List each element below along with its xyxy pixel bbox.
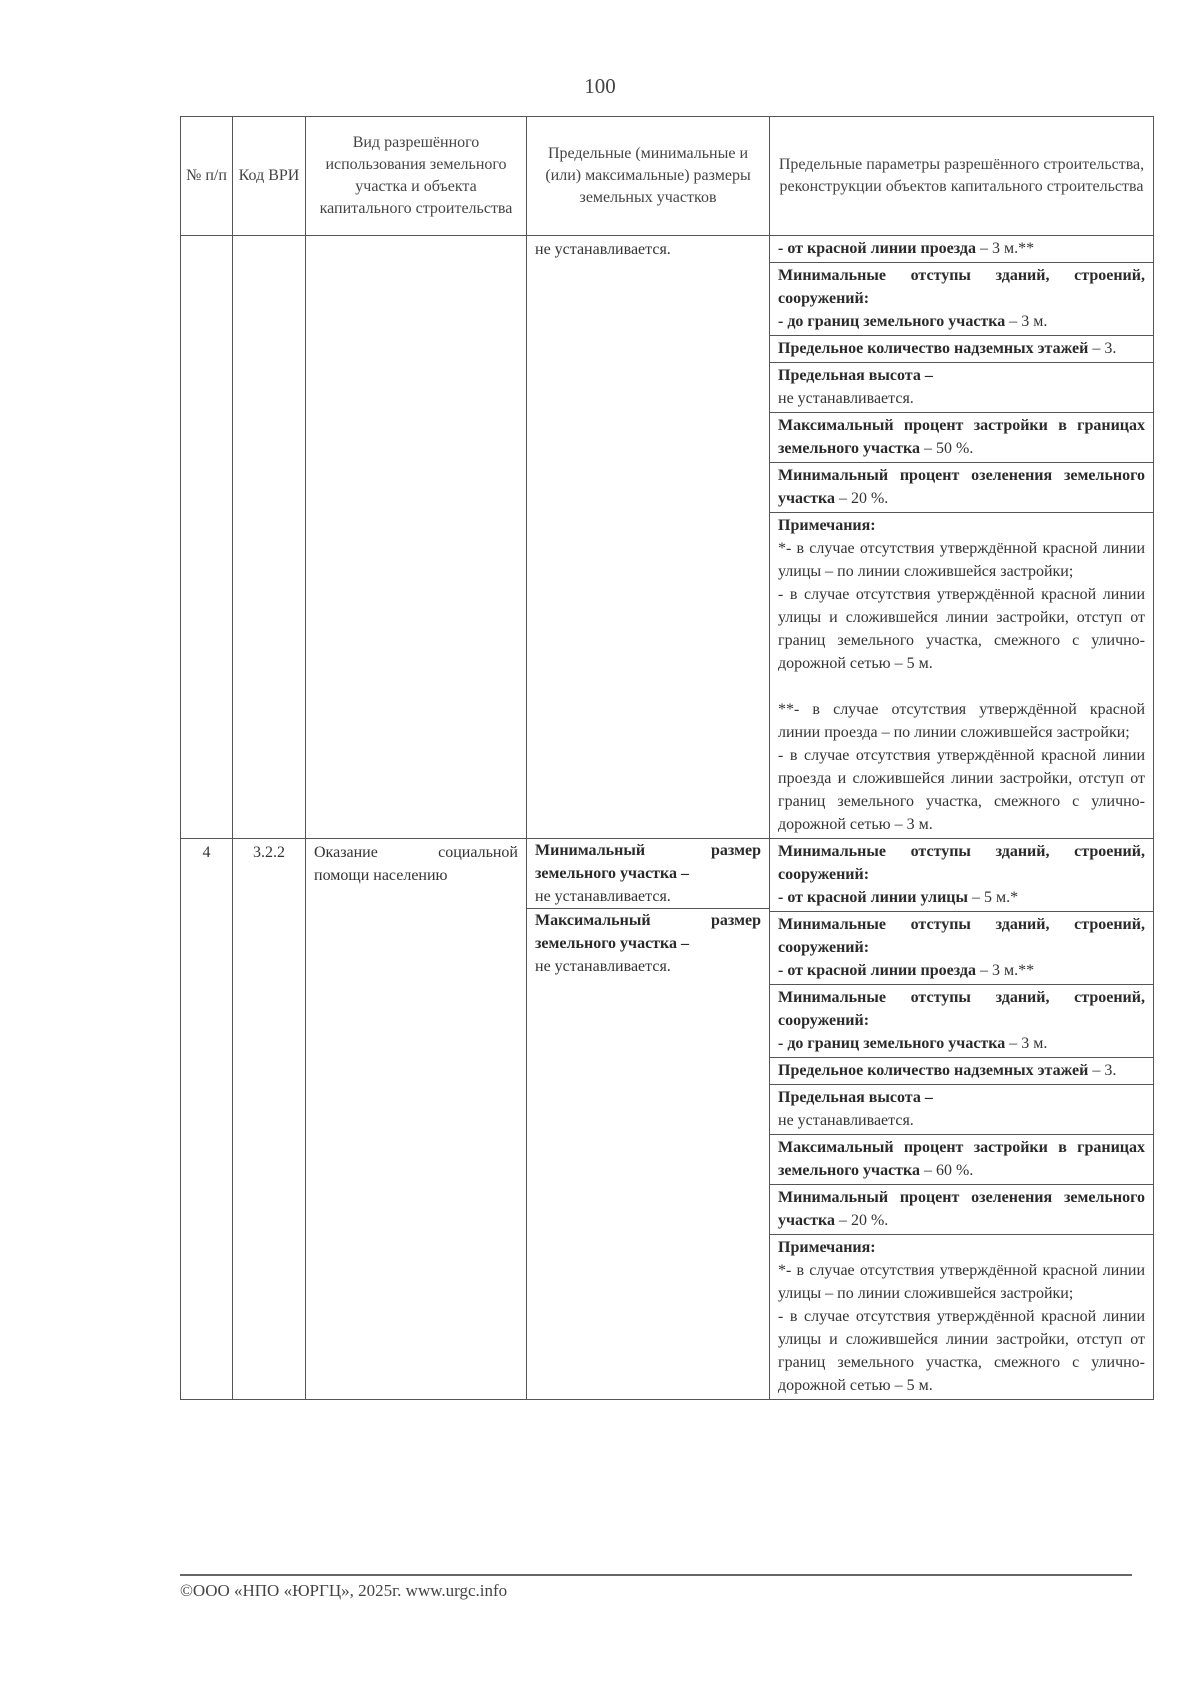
- param-item: [770, 1185, 1153, 1235]
- page-number: 100: [584, 74, 616, 98]
- param-value: – 3 м.: [1005, 1035, 1048, 1052]
- cell-sizes: [527, 839, 770, 1400]
- param-item: [770, 1058, 1153, 1085]
- row-number: 4: [202, 844, 211, 861]
- header-code: Код ВРИ: [233, 117, 306, 236]
- note-line: - в случае отсутствия утверждённой красной линии улицы и сложившейся линии застройки, отступ от границ земельного участка, смежного с улично-дорожной сетью – 5 м.: [778, 1308, 1145, 1394]
- param-value: – 50 %.: [920, 440, 974, 457]
- notes-title: Примечания:: [778, 517, 876, 534]
- cell-sizes: [527, 236, 770, 839]
- note-line: *- в случае отсутствия утверждённой красной линии улицы – по линии сложившейся застройки;: [778, 1262, 1145, 1302]
- header-kind: Вид разрешённого использования земельного участка и объекта капитального строительства: [306, 117, 527, 236]
- cell-code: [233, 839, 306, 1400]
- cell-num: [181, 839, 233, 1400]
- note-line: **- в случае отсутствия утверждённой красной линии проезда – по линии сложившейся застройки;: [778, 701, 1145, 741]
- cell-params: [770, 236, 1154, 839]
- notes-block: [770, 1235, 1153, 1399]
- note-line: - в случае отсутствия утверждённой красной линии проезда и сложившейся линии застройки, отступ от границ земельного участка, смежного с улично-дорожной сетью – 3 м.: [778, 747, 1145, 833]
- param-item: [770, 236, 1153, 263]
- param-value: – 3 м.: [1005, 313, 1048, 330]
- param-value: – 20 %.: [834, 1212, 889, 1229]
- param-heading: Предельная высота –: [778, 1089, 933, 1106]
- param-heading: Минимальный процент озеленения земельного участка: [778, 467, 1145, 507]
- param-item: [770, 463, 1153, 513]
- cell-kind: [306, 839, 527, 1400]
- param-item: [770, 363, 1153, 413]
- param-heading: Максимальный процент застройки в границах земельного участка: [778, 417, 1145, 457]
- param-value: – 3 м.**: [975, 962, 1035, 979]
- param-value: не устанавливается.: [778, 1112, 914, 1129]
- header-num: № п/п: [181, 117, 233, 236]
- note-spacer: [778, 675, 1145, 698]
- table-row-continued: [181, 236, 1154, 839]
- param-value: – 60 %.: [920, 1162, 974, 1179]
- param-value: – 3 м.**: [975, 240, 1035, 257]
- cell-num: [181, 236, 233, 839]
- param-heading: Предельное количество надземных этажей: [778, 340, 1089, 357]
- notes-title: Примечания:: [778, 1239, 876, 1256]
- param-heading: Предельное количество надземных этажей: [778, 1062, 1089, 1079]
- param-value: не устанавливается.: [778, 390, 914, 407]
- param-heading: Минимальные отступы зданий, строений, сооружений:: [778, 843, 1145, 883]
- param-heading: Минимальные отступы зданий, строений, сооружений:: [778, 916, 1145, 956]
- param-item: [770, 912, 1153, 985]
- param-subheading: - от красной линии улицы: [778, 889, 968, 906]
- param-value: – 5 м.*: [968, 889, 1019, 906]
- param-item: [770, 413, 1153, 463]
- param-heading: Минимальные отступы зданий, строений, сооружений:: [778, 267, 1145, 307]
- header-sizes: Предельные (минимальные и (или) максимальные) размеры земельных участков: [527, 117, 770, 236]
- param-item: [770, 1085, 1153, 1135]
- table-row-4: [181, 839, 1154, 1400]
- param-heading: - от красной линии проезда: [778, 240, 976, 257]
- param-item: [770, 985, 1153, 1058]
- param-heading: Минимальные отступы зданий, строений, сооружений:: [778, 989, 1145, 1029]
- param-item: [770, 1135, 1153, 1185]
- max-size-heading: Максимальный размер земельного участка –: [535, 912, 761, 952]
- param-heading: Предельная высота –: [778, 367, 933, 384]
- param-value: – 3.: [1088, 340, 1117, 357]
- param-heading: Минимальный процент озеленения земельного участка: [778, 1189, 1145, 1229]
- param-item: [770, 839, 1153, 912]
- max-size-value: не устанавливается.: [535, 958, 671, 975]
- param-item: [770, 336, 1153, 363]
- notes-block: [770, 513, 1153, 838]
- note-line: - в случае отсутствия утверждённой красной линии улицы и сложившейся линии застройки, отступ от границ земельного участка, смежного с улично-дорожной сетью – 5 м.: [778, 586, 1145, 672]
- param-subheading: - до границ земельного участка: [778, 313, 1006, 330]
- cell-params: [770, 839, 1154, 1400]
- footer-divider: [180, 1574, 1132, 1576]
- param-item: [770, 263, 1153, 336]
- zoning-table: [180, 116, 1154, 1400]
- cell-kind: [306, 236, 527, 839]
- min-size-value: не устанавливается.: [535, 888, 671, 905]
- note-line: *- в случае отсутствия утверждённой красной линии улицы – по линии сложившейся застройки;: [778, 540, 1145, 580]
- min-size-block: [527, 839, 769, 909]
- param-heading: Максимальный процент застройки в границах земельного участка: [778, 1139, 1145, 1179]
- row-kind: Оказание социальной помощи населению: [314, 844, 518, 884]
- header-params: Предельные параметры разрешённого строительства, реконструкции объектов капитального строительства: [770, 117, 1154, 236]
- param-subheading: - до границ земельного участка: [778, 1035, 1006, 1052]
- footer-copyright: ©ООО «НПО «ЮРГЦ», 2025г. www.urgc.info: [180, 1581, 508, 1600]
- max-size-block: [527, 909, 769, 978]
- row-code: 3.2.2: [253, 844, 285, 861]
- table-header-row: [181, 117, 1154, 236]
- param-value: – 3.: [1088, 1062, 1117, 1079]
- param-value: – 20 %.: [834, 490, 889, 507]
- sizes-text: не устанавливается.: [535, 241, 671, 258]
- param-subheading: - от красной линии проезда: [778, 962, 976, 979]
- min-size-heading: Минимальный размер земельного участка –: [535, 842, 761, 882]
- cell-code: [233, 236, 306, 839]
